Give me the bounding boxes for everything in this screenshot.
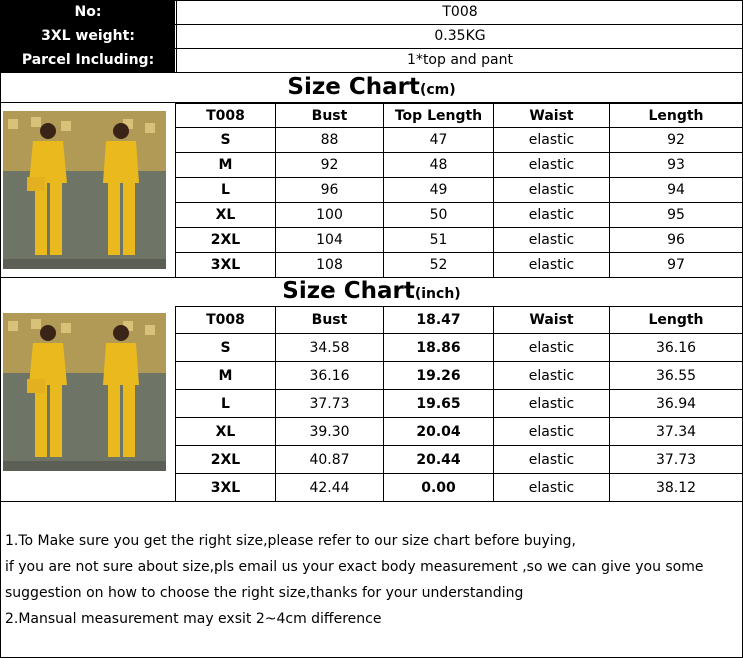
value-cell: 37.73 [276, 390, 384, 418]
value-cell: 108 [276, 253, 384, 278]
value-cell: elastic [494, 334, 610, 362]
size-cell: 2XL [176, 446, 276, 474]
value-cell: 50 [384, 203, 494, 228]
table-row [176, 334, 743, 362]
value-cell: 40.87 [276, 446, 384, 474]
size-cell: L [176, 178, 276, 203]
value-cell: 51 [384, 228, 494, 253]
note-line: if you are not sure about size,pls email us your exact body measurement ,so we can give you some [5, 559, 704, 575]
value-cell: elastic [494, 203, 610, 228]
value-cell: 36.16 [276, 362, 384, 390]
chart-title-text: Size Chart [287, 74, 420, 100]
table-row [176, 253, 743, 278]
value-cell: 48 [384, 153, 494, 178]
value-cell: elastic [494, 474, 610, 502]
value-cell: elastic [494, 153, 610, 178]
size-cell: S [176, 334, 276, 362]
table-row [176, 390, 743, 418]
product-photo-image [3, 111, 166, 269]
value-cell: elastic [494, 362, 610, 390]
value-cell: 20.44 [384, 446, 494, 474]
note-line: suggestion on how to choose the right size,thanks for your understanding [5, 585, 524, 601]
table-row [176, 153, 743, 178]
header-cell: Bust [276, 307, 384, 334]
table-row [176, 418, 743, 446]
value-cell: 38.12 [610, 474, 743, 502]
value-cell: 88 [276, 128, 384, 153]
product-photo [3, 111, 166, 269]
header-cell: Length [610, 104, 743, 128]
value-cell: 37.34 [610, 418, 743, 446]
value-cell: 20.04 [384, 418, 494, 446]
value-cell: 94 [610, 178, 743, 203]
value-cell: 100 [276, 203, 384, 228]
header-cell: Bust [276, 104, 384, 128]
chart-title-text: Size Chart [282, 278, 415, 304]
value-cell: 0.00 [384, 474, 494, 502]
chart-unit: (inch) [414, 286, 461, 302]
info-value: 0.35KG [176, 25, 743, 48]
header-cell: Length [610, 307, 743, 334]
value-cell: 96 [276, 178, 384, 203]
value-cell: 93 [610, 153, 743, 178]
table-row [176, 362, 743, 390]
size-cell: 2XL [176, 228, 276, 253]
value-cell: 47 [384, 128, 494, 153]
header-cell: T008 [176, 104, 276, 128]
table-row [176, 474, 743, 502]
value-cell: 42.44 [276, 474, 384, 502]
info-label: Parcel Including: [1, 49, 175, 72]
info-label: 3XL weight: [1, 25, 175, 48]
note-line: 1.To Make sure you get the right size,please refer to our size chart before buying, [5, 533, 576, 549]
chart-unit: (cm) [419, 82, 456, 98]
info-row-number [1, 1, 742, 25]
size-cell: XL [176, 418, 276, 446]
note-line: 2.Mansual measurement may exsit 2~4cm difference [5, 611, 382, 627]
value-cell: elastic [494, 390, 610, 418]
size-cell: M [176, 153, 276, 178]
value-cell: 39.30 [276, 418, 384, 446]
value-cell: elastic [494, 253, 610, 278]
info-label: No: [1, 1, 175, 24]
table-row [176, 446, 743, 474]
table-row [176, 203, 743, 228]
value-cell: 95 [610, 203, 743, 228]
value-cell: 104 [276, 228, 384, 253]
value-cell: 92 [610, 128, 743, 153]
size-cell: S [176, 128, 276, 153]
product-photo-image [3, 313, 166, 471]
info-value: T008 [176, 1, 743, 24]
size-cell: 3XL [176, 474, 276, 502]
value-cell: 36.16 [610, 334, 743, 362]
info-row-weight [1, 25, 742, 49]
chart-title-cm [1, 73, 742, 104]
table-row [176, 228, 743, 253]
value-cell: 19.26 [384, 362, 494, 390]
value-cell: 34.58 [276, 334, 384, 362]
value-cell: elastic [494, 418, 610, 446]
size-cell: L [176, 390, 276, 418]
product-photo [3, 313, 166, 471]
value-cell: elastic [494, 228, 610, 253]
header-cell: Waist [494, 104, 610, 128]
size-notes [5, 528, 740, 632]
header-cell: Waist [494, 307, 610, 334]
divider [1, 501, 742, 502]
value-cell: 18.86 [384, 334, 494, 362]
chart-title-inch [1, 277, 742, 308]
value-cell: 36.55 [610, 362, 743, 390]
value-cell: 19.65 [384, 390, 494, 418]
value-cell: 49 [384, 178, 494, 203]
size-table-cm [175, 103, 743, 278]
info-value: 1*top and pant [176, 49, 743, 72]
value-cell: 97 [610, 253, 743, 278]
value-cell: 52 [384, 253, 494, 278]
header-cell: 18.47 [384, 307, 494, 334]
size-table-inch [175, 306, 743, 502]
table-row [176, 128, 743, 153]
header-cell: T008 [176, 307, 276, 334]
info-row-parcel [1, 49, 742, 73]
value-cell: 92 [276, 153, 384, 178]
value-cell: 36.94 [610, 390, 743, 418]
value-cell: 96 [610, 228, 743, 253]
size-cell: M [176, 362, 276, 390]
size-cell: 3XL [176, 253, 276, 278]
header-cell: Top Length [384, 104, 494, 128]
value-cell: elastic [494, 446, 610, 474]
table-row [176, 178, 743, 203]
value-cell: elastic [494, 178, 610, 203]
size-cell: XL [176, 203, 276, 228]
value-cell: 37.73 [610, 446, 743, 474]
value-cell: elastic [494, 128, 610, 153]
